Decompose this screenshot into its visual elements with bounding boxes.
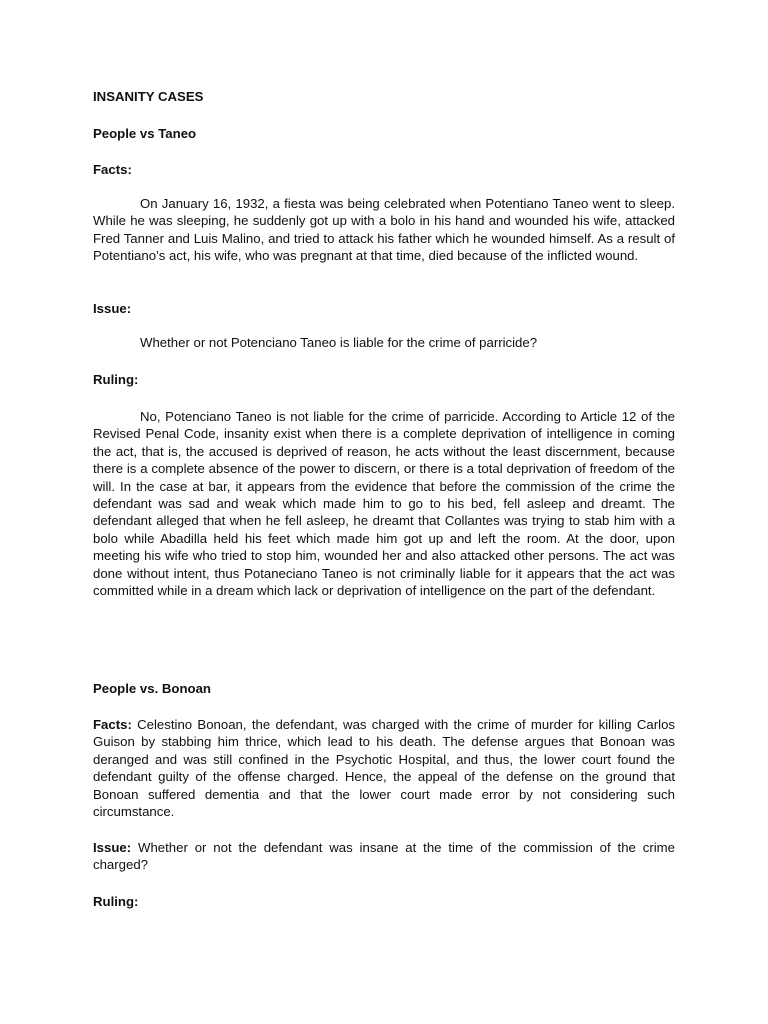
case2-issue-paragraph [93, 839, 675, 893]
case2-ruling-label: Ruling: [93, 894, 139, 909]
case2-facts-paragraph [93, 716, 675, 839]
case1-heading: People vs Taneo [93, 126, 197, 141]
case1-issue-label: Issue: [93, 301, 132, 316]
case2-facts-text: Celestino Bonoan, the defendant, was charged with the crime of murder for killing Carlos Guison by stabbing him thrice, which lead to his death. The defense argues that Bonoan was deranged and was still confined in the Psychotic Hospital, and thus, the lower court found the defendant guilty of the offense charged. Hence, the appeal of the defense on the ground that Bonoan suffered dementia and that the lower court made error by not considering such circumstance. [93, 717, 676, 820]
case2-issue-text: Whether or not the defendant was insane at the time of the commission of the crime charged? [93, 840, 675, 873]
case1-facts-text: On January 16, 1932, a fiesta was being celebrated when Potentiano Taneo went to sleep. While he was sleeping, he suddenly got up with a bolo in his hand and wounded his wife, attacked Fred Tanner and Luis Malino, and tried to attack his father which he wounded himself. As a result of Potentiano’s act, his wife, who was pregnant at that time, died because of the inflicted wound. [93, 196, 675, 264]
document-body [93, 88, 675, 911]
case1-ruling-text: No, Potenciano Taneo is not liable for the crime of parricide. According to Article 12 of the Revised Penal Code, insanity exist when there is a complete deprivation of intelligence in coming the act, that is, the accused is deprived of reason, he acts without the least discernment, because there is a complete absence of the power to discern, or there is a total deprivation of freedom of the will. In the case at bar, it appears from the evidence that before the commission of the crime the defendant was sad and weak which made him to go to his bed, fell asleep and dreamt. The defendant alleged that when he fell asleep, he dreamt that Collantes was trying to stab him with a bolo while Abadilla held his feet which made him got up and left the room. At the door, upon meeting his wife who tried to stop him, wounded her and also attacked other persons. The act was done without intent, thus Potaneciano Taneo is not criminally liable for it appears that the act was committed while in a dream which lack or deprivation of intelligence on the part of the defendant. [93, 409, 675, 599]
case2-issue-label: Issue: [93, 840, 132, 855]
case2-facts-label: Facts: [93, 717, 132, 732]
document-title: INSANITY CASES [93, 89, 204, 104]
case1-facts-label: Facts: [93, 162, 132, 177]
case2-heading: People vs. Bonoan [93, 681, 211, 696]
case1-issue-text: Whether or not Potenciano Taneo is liable for the crime of parricide? [140, 335, 538, 350]
case1-ruling-label: Ruling: [93, 372, 139, 387]
